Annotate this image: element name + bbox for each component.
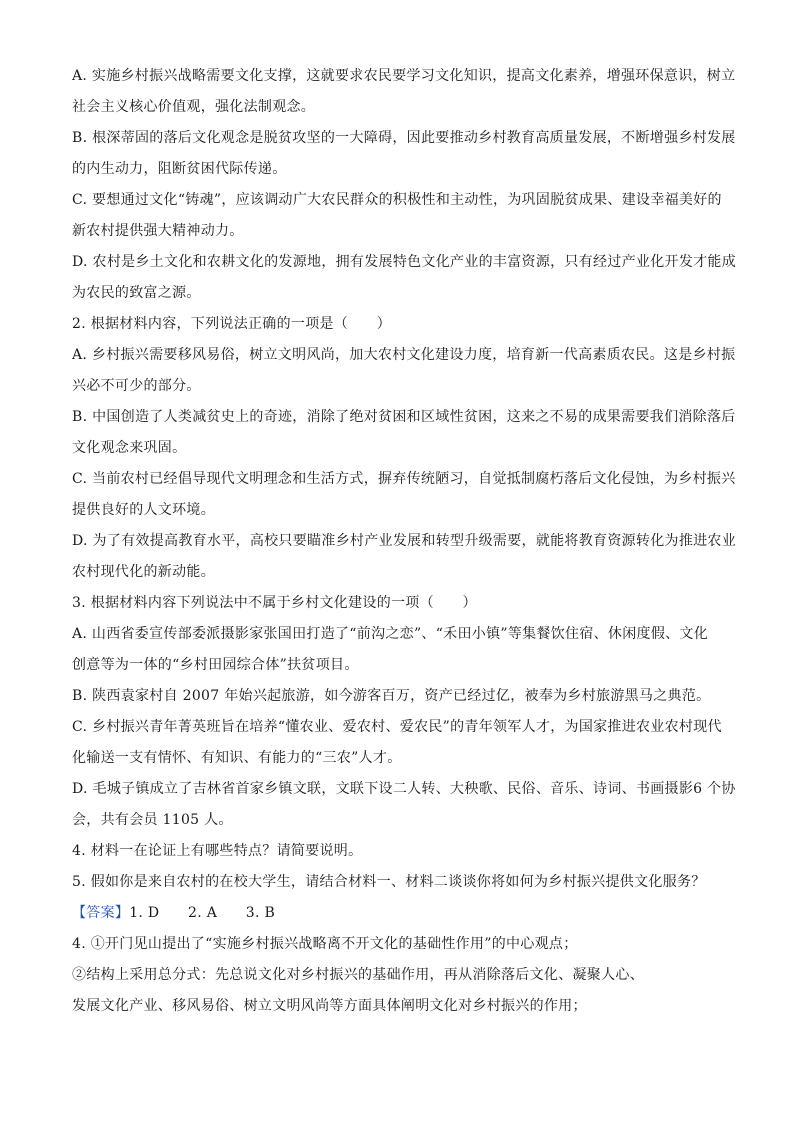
text-line: C. 要想通过文化“铸魂”，应该调动广大农民群众的积极性和主动性，为巩固脱贫成果、建设幸福美好的 xyxy=(72,192,722,208)
text-line: D. 毛城子镇成立了吉林省首家乡镇文联，文联下设二人转、大秧歌、民俗、音乐、诗词、书画摄影6 个协 xyxy=(72,781,736,797)
text-line: 4. ①开门见山提出了“实施乡村振兴战略离不开文化的基础性作用”的中心观点； xyxy=(72,936,578,952)
text-line: 社会主义核心价值观，强化法制观念。 xyxy=(72,99,316,115)
question-3: 3. 根据材料内容下列说法中不属于乡村文化建设的一项（ ） xyxy=(72,595,477,611)
text-line: 为农民的致富之源。 xyxy=(72,285,201,301)
text-line: 文化观念来巩固。 xyxy=(72,440,187,456)
text-line: 兴必不可少的部分。 xyxy=(72,378,201,394)
text-line: A. 乡村振兴需要移风易俗，树立文明风尚，加大农村文化建设力度，培育新一代高素质农民。这是乡村振 xyxy=(72,347,736,363)
answer-line xyxy=(72,898,724,929)
text-line: A. 山西省委宣传部委派摄影家张国田打造了“前沟之恋”、“禾田小镇”等集餐饮住宿、休闲度假、文化 xyxy=(72,626,709,642)
answer-tag: 【答案】 xyxy=(72,905,130,921)
text-line: D. 为了有效提高教育水平，高校只要瞄准乡村产业发展和转型升级需要，就能将教育资源转化为推进农业 xyxy=(72,533,737,549)
text-line: ②结构上采用总分式：先总说文化对乡村振兴的基础作用，再从消除落后文化、凝聚人心、 xyxy=(72,967,644,983)
text-line: B. 根深蒂固的落后文化观念是脱贫攻坚的一大障碍，因此要推动乡村教育高质量发展，不断增强乡村发展 xyxy=(72,130,736,146)
text-line: D. 农村是乡土文化和农耕文化的发源地，拥有发展特色文化产业的丰富资源，只有经过产业化开发才能成 xyxy=(72,254,737,270)
text-line: 创意等为一体的“乡村田园综合体”扶贫项目。 xyxy=(72,657,359,673)
text-line: A. 实施乡村振兴战略需要文化支撑，这就要求农民要学习文化知识，提高文化素养，增强环保意识，树立 xyxy=(72,68,736,84)
question-5: 5. 假如你是来自农村的在校大学生，请结合材料一、材料二谈谈你将如何为乡村振兴提供文化服务？ xyxy=(72,874,706,890)
question-2: 2. 根据材料内容，下列说法正确的一项是（ ） xyxy=(72,316,392,332)
text-line: C. 乡村振兴青年菁英班旨在培养“懂农业、爱农村、爱农民”的青年领军人才，为国家推进农业农村现代 xyxy=(72,719,722,735)
text-line: B. 中国创造了人类减贫史上的奇迹，消除了绝对贫困和区域性贫困，这来之不易的成果需要我们消除落后 xyxy=(72,409,736,425)
text-line: 发展文化产业、移风易俗、树立文明风尚等方面具体阐明文化对乡村振兴的作用； xyxy=(72,998,587,1014)
question-4: 4. 材料一在论证上有哪些特点？请简要说明。 xyxy=(72,843,363,859)
text-line: 提供良好的人文环境。 xyxy=(72,502,215,518)
text-line: 农村现代化的新动能。 xyxy=(72,564,215,580)
text-line: B. 陕西袁家村自 2007 年始兴起旅游，如今游客百万，资产已经过亿，被奉为乡村旅游黑马之典范。 xyxy=(72,688,711,704)
text-line: 化输送一支有情怀、有知识、有能力的“三农”人才。 xyxy=(72,750,402,766)
answer-text: 1. D 2. A 3. B xyxy=(129,905,276,921)
text-line: 的内生动力，阻断贫困代际传递。 xyxy=(72,161,287,177)
text-line: 新农村提供强大精神动力。 xyxy=(72,223,244,239)
text-line: C. 当前农村已经倡导现代文明理念和生活方式，摒弃传统陋习，自觉抵制腐朽落后文化侵蚀，为乡村振兴 xyxy=(72,471,736,487)
text-line: 会，共有会员 1105 人。 xyxy=(72,812,233,828)
